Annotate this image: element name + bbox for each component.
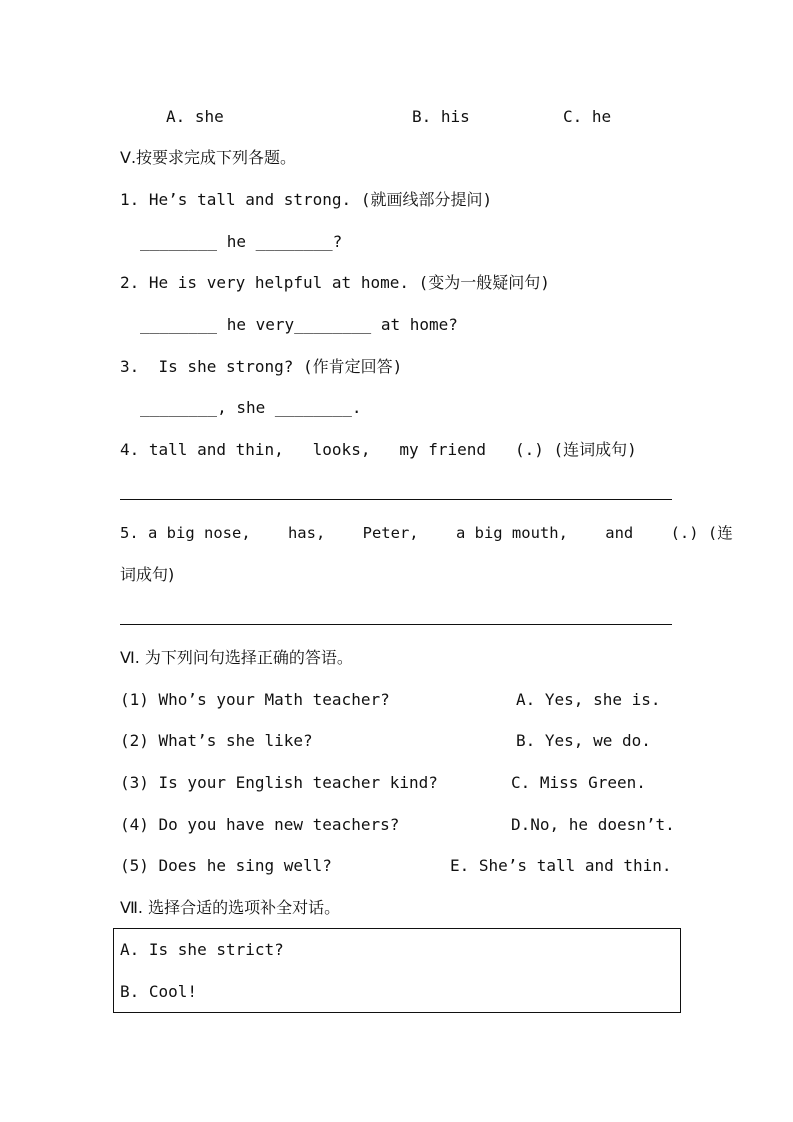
section6-answer-e: E. She’s tall and thin. — [450, 856, 672, 875]
answer-line-q5 — [120, 624, 672, 625]
section5-q5-line2: 词成句) — [120, 565, 175, 584]
section7-heading: Ⅶ. 选择合适的选项补全对话。 — [120, 898, 341, 917]
section6-answer-c: C. Miss Green. — [511, 773, 646, 792]
section6-question-5: (5) Does he sing well? — [120, 856, 332, 875]
section5-q2-answer: ________ he very________ at home? — [140, 315, 458, 334]
section6-answer-a: A. Yes, she is. — [516, 690, 661, 709]
option-c: C. he — [563, 107, 612, 126]
section6-answer-b: B. Yes, we do. — [516, 731, 651, 750]
section6-question-1: (1) Who’s your Math teacher? — [120, 690, 390, 709]
options-box — [113, 928, 681, 1013]
section5-q1-answer: ________ he ________? — [140, 232, 343, 251]
box-option-a: A. Is she strict? — [120, 940, 284, 959]
section6-heading: Ⅵ. 为下列问句选择正确的答语。 — [120, 648, 353, 667]
section5-q3: 3. Is she strong? (作肯定回答) — [120, 357, 403, 376]
section5-q4: 4. tall and thin, looks, my friend (.) (连词成句) — [120, 440, 637, 459]
option-b: B. his — [412, 107, 470, 126]
section6-question-2: (2) What’s she like? — [120, 731, 313, 750]
option-a: A. she — [166, 107, 224, 126]
box-option-b: B. Cool! — [120, 982, 198, 1001]
section6-answer-d: D.No, he doesn’t. — [511, 815, 675, 834]
section5-q3-answer: ________, she ________. — [140, 398, 362, 417]
section5-q1: 1. He’s tall and strong. (就画线部分提问) — [120, 190, 493, 209]
section5-q5-line1: 5. a big nose, has, Peter, a big mouth, and (.) (连 — [120, 524, 733, 542]
section5-heading: Ⅴ.按要求完成下列各题。 — [120, 148, 297, 167]
answer-line-q4 — [120, 499, 672, 500]
section6-question-4: (4) Do you have new teachers? — [120, 815, 400, 834]
section6-question-3: (3) Is your English teacher kind? — [120, 773, 438, 792]
section5-q2: 2. He is very helpful at home. (变为一般疑问句) — [120, 273, 550, 292]
